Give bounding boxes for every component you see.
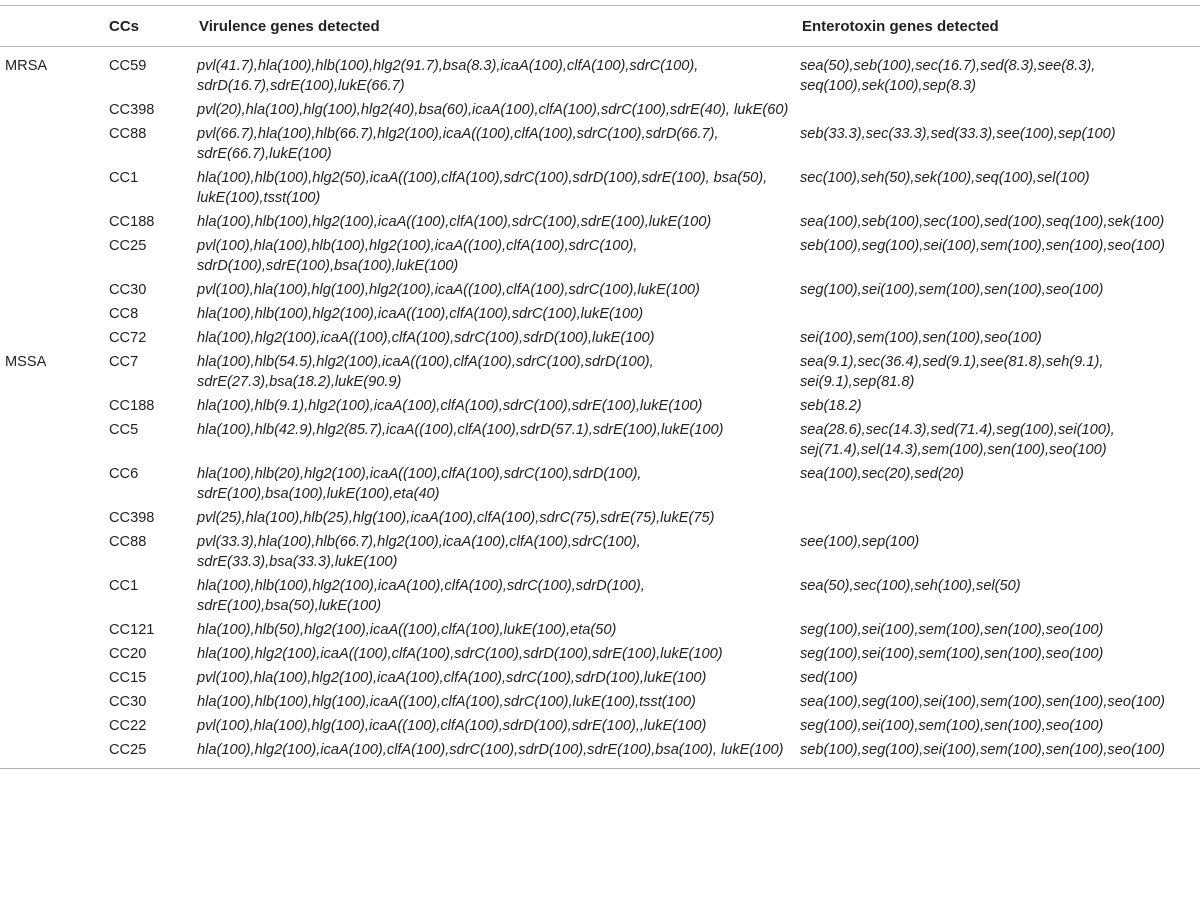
virulence-genes-cell: hla(100),hlb(50),hlg2(100),icaA((100),clfA(100),lukE(100),eta(50): [197, 622, 617, 638]
enterotoxin-genes-cell: seb(100),seg(100),sei(100),sem(100),sen(100),seo(100): [800, 742, 1166, 758]
enterotoxin-genes-cell: seg(100),sei(100),sem(100),sen(100),seo(100): [800, 718, 1104, 734]
group-cell: [0, 506, 105, 530]
cc-cell: CC88: [109, 534, 147, 550]
virulence-genes-cell: hla(100),hlb(100),hlg2(100),icaA(100),clfA(100),sdrC(100),sdrD(100), sdrE(100),bsa(50),lukE(100): [197, 578, 645, 614]
virulence-genes-cell: hla(100),hlg2(100),icaA((100),clfA(100),sdrC(100),sdrD(100),lukE(100): [197, 330, 655, 346]
table-row: [0, 47, 1200, 99]
cc-cell: CC188: [109, 398, 155, 414]
cc-cell: CC121: [109, 622, 155, 638]
virulence-genes-cell: hla(100),hlg2(100),icaA((100),clfA(100),sdrC(100),sdrD(100),sdrE(100),lukE(100): [197, 646, 723, 662]
cc-cell: CC6: [109, 466, 139, 482]
group-cell: MSSA: [5, 354, 47, 370]
group-cell: [0, 738, 105, 769]
table-row: [0, 642, 1200, 666]
cc-cell: CC7: [109, 354, 139, 370]
group-cell: [0, 210, 105, 234]
enterotoxin-genes-cell: [796, 506, 1200, 530]
enterotoxin-genes-cell: sea(50),seb(100),sec(16.7),sed(8.3),see(8.3), seq(100),sek(100),sep(8.3): [800, 58, 1096, 94]
enterotoxin-genes-cell: sea(50),sec(100),seh(100),sel(50): [800, 578, 1021, 594]
table-row: [0, 98, 1200, 122]
cc-cell: CC8: [109, 306, 139, 322]
table-row: [0, 278, 1200, 302]
group-cell: [0, 666, 105, 690]
cc-cell: CC1: [109, 578, 139, 594]
cc-cell: CC5: [109, 422, 139, 438]
virulence-genes-cell: pvl(66.7),hla(100),hlb(66.7),hlg2(100),icaA((100),clfA(100),sdrC(100),sdrD(66.7), sdrE(66.7),lukE(100): [197, 126, 719, 162]
enterotoxin-genes-cell: sea(100),sec(20),sed(20): [800, 466, 964, 482]
group-cell: [0, 642, 105, 666]
header-virulence: Virulence genes detected: [199, 17, 380, 35]
enterotoxin-genes-cell: sec(100),seh(50),sek(100),seq(100),sel(100): [800, 170, 1090, 186]
cc-cell: CC22: [109, 718, 147, 734]
enterotoxin-genes-cell: sea(100),seb(100),sec(100),sed(100),seq(100),sek(100): [800, 214, 1165, 230]
table-row: [0, 738, 1200, 769]
group-cell: [0, 326, 105, 350]
cc-cell: CC20: [109, 646, 147, 662]
enterotoxin-genes-cell: sed(100): [800, 670, 858, 686]
table-row: [0, 326, 1200, 350]
group-cell: [0, 690, 105, 714]
enterotoxin-genes-cell: seg(100),sei(100),sem(100),sen(100),seo(100): [800, 646, 1104, 662]
virulence-genes-cell: pvl(25),hla(100),hlb(25),hlg(100),icaA(100),clfA(100),sdrC(75),sdrE(75),lukE(75): [197, 510, 715, 526]
table-row: [0, 666, 1200, 690]
virulence-genes-cell: pvl(100),hla(100),hlb(100),hlg2(100),icaA((100),clfA(100),sdrC(100), sdrD(100),sdrE(100),bsa(100),lukE(100): [197, 238, 638, 274]
header-enterotoxin: Enterotoxin genes detected: [802, 17, 999, 35]
table-row: [0, 166, 1200, 210]
group-cell: [0, 714, 105, 738]
group-cell: MRSA: [5, 58, 48, 74]
virulence-genes-cell: pvl(33.3),hla(100),hlb(66.7),hlg2(100),icaA(100),clfA(100),sdrC(100), sdrE(33.3),bsa(33.3),lukE(100): [197, 534, 641, 570]
group-cell: [0, 234, 105, 278]
table-body: [0, 47, 1200, 769]
table-row: [0, 122, 1200, 166]
group-cell: [0, 462, 105, 506]
table-row: [0, 506, 1200, 530]
enterotoxin-genes-cell: [796, 98, 1200, 122]
header-group: [0, 6, 105, 47]
virulence-genes-cell: hla(100),hlb(100),hlg2(100),icaA((100),clfA(100),sdrC(100),sdrE(100),lukE(100): [197, 214, 712, 230]
cc-cell: CC1: [109, 170, 139, 186]
group-cell: [0, 618, 105, 642]
group-cell: [0, 166, 105, 210]
table-row: [0, 210, 1200, 234]
enterotoxin-genes-cell: seb(18.2): [800, 398, 862, 414]
cc-cell: CC72: [109, 330, 147, 346]
virulence-genes-cell: hla(100),hlb(54.5),hlg2(100),icaA((100),clfA(100),sdrC(100),sdrD(100), sdrE(27.3),bsa(18.2),lukE(90.9): [197, 354, 654, 390]
group-cell: [0, 418, 105, 462]
cc-cell: CC25: [109, 742, 147, 758]
group-cell: [0, 574, 105, 618]
group-cell: [0, 98, 105, 122]
cc-cell: CC398: [109, 510, 155, 526]
enterotoxin-genes-cell: [796, 302, 1200, 326]
cc-cell: CC30: [109, 282, 147, 298]
table-row: [0, 714, 1200, 738]
enterotoxin-genes-cell: sea(100),seg(100),sei(100),sem(100),sen(100),seo(100): [800, 694, 1166, 710]
table-row: [0, 530, 1200, 574]
enterotoxin-genes-cell: seg(100),sei(100),sem(100),sen(100),seo(100): [800, 622, 1104, 638]
virulence-genes-cell: hla(100),hlb(42.9),hlg2(85.7),icaA((100),clfA(100),sdrD(57.1),sdrE(100),lukE(100): [197, 422, 724, 438]
enterotoxin-genes-cell: seb(100),seg(100),sei(100),sem(100),sen(100),seo(100): [800, 238, 1166, 254]
enterotoxin-genes-cell: see(100),sep(100): [800, 534, 920, 550]
cc-cell: CC30: [109, 694, 147, 710]
enterotoxin-genes-cell: seg(100),sei(100),sem(100),sen(100),seo(100): [800, 282, 1104, 298]
table-row: [0, 690, 1200, 714]
enterotoxin-genes-cell: seb(33.3),sec(33.3),sed(33.3),see(100),sep(100): [800, 126, 1116, 142]
cc-cell: CC59: [109, 58, 147, 74]
virulence-genes-cell: pvl(100),hla(100),hlg2(100),icaA(100),clfA(100),sdrC(100),sdrD(100),lukE(100): [197, 670, 707, 686]
table-row: [0, 394, 1200, 418]
virulence-genes-cell: hla(100),hlb(9.1),hlg2(100),icaA(100),clfA(100),sdrC(100),sdrE(100),lukE(100): [197, 398, 703, 414]
virulence-genes-cell: hla(100),hlg2(100),icaA(100),clfA(100),sdrC(100),sdrD(100),sdrE(100),bsa(100), lukE(100): [197, 742, 784, 758]
virulence-genes-cell: hla(100),hlb(20),hlg2(100),icaA((100),clfA(100),sdrC(100),sdrD(100), sdrE(100),bsa(100),lukE(100),eta(40): [197, 466, 642, 502]
table-row: [0, 302, 1200, 326]
group-cell: [0, 302, 105, 326]
enterotoxin-genes-cell: sei(100),sem(100),sen(100),seo(100): [800, 330, 1042, 346]
group-cell: [0, 530, 105, 574]
table-row: [0, 462, 1200, 506]
cc-cell: CC88: [109, 126, 147, 142]
group-cell: [0, 278, 105, 302]
virulence-genes-cell: pvl(100),hla(100),hlg(100),hlg2(100),icaA((100),clfA(100),sdrC(100),lukE(100): [197, 282, 700, 298]
cc-cell: CC398: [109, 102, 155, 118]
enterotoxin-genes-cell: sea(9.1),sec(36.4),sed(9.1),see(81.8),seh(9.1), sei(9.1),sep(81.8): [800, 354, 1104, 390]
enterotoxin-genes-cell: sea(28.6),sec(14.3),sed(71.4),seg(100),sei(100), sej(71.4),sel(14.3),sem(100),sen(100),seo(100): [800, 422, 1115, 458]
table-row: [0, 350, 1200, 394]
virulence-genes-cell: pvl(100),hla(100),hlg(100),icaA((100),clfA(100),sdrD(100),sdrE(100),,lukE(100): [197, 718, 707, 734]
table-row: [0, 418, 1200, 462]
table-row: [0, 618, 1200, 642]
header-ccs: CCs: [109, 17, 140, 35]
cc-cell: CC188: [109, 214, 155, 230]
virulence-genes-cell: hla(100),hlb(100),hlg2(100),icaA((100),clfA(100),sdrC(100),lukE(100): [197, 306, 644, 322]
cc-cell: CC15: [109, 670, 147, 686]
cc-cell: CC25: [109, 238, 147, 254]
group-cell: [0, 122, 105, 166]
group-cell: [0, 394, 105, 418]
virulence-genes-cell: hla(100),hlb(100),hlg(100),icaA((100),clfA(100),sdrC(100),lukE(100),tsst(100): [197, 694, 696, 710]
table-row: [0, 574, 1200, 618]
gene-table: [0, 5, 1200, 769]
virulence-genes-cell: hla(100),hlb(100),hlg2(50),icaA((100),clfA(100),sdrC(100),sdrD(100),sdrE(100), bsa(50), lukE(100),tsst(100): [197, 170, 768, 206]
virulence-genes-cell: pvl(20),hla(100),hlg(100),hlg2(40),bsa(60),icaA(100),clfA(100),sdrC(100),sdrE(40), lukE(60): [197, 102, 789, 118]
header-row: [0, 6, 1200, 47]
table-row: [0, 234, 1200, 278]
virulence-genes-cell: pvl(41.7),hla(100),hlb(100),hlg2(91.7),bsa(8.3),icaA(100),clfA(100),sdrC(100), sdrD(16.7),sdrE(100),lukE(66.7): [197, 58, 699, 94]
